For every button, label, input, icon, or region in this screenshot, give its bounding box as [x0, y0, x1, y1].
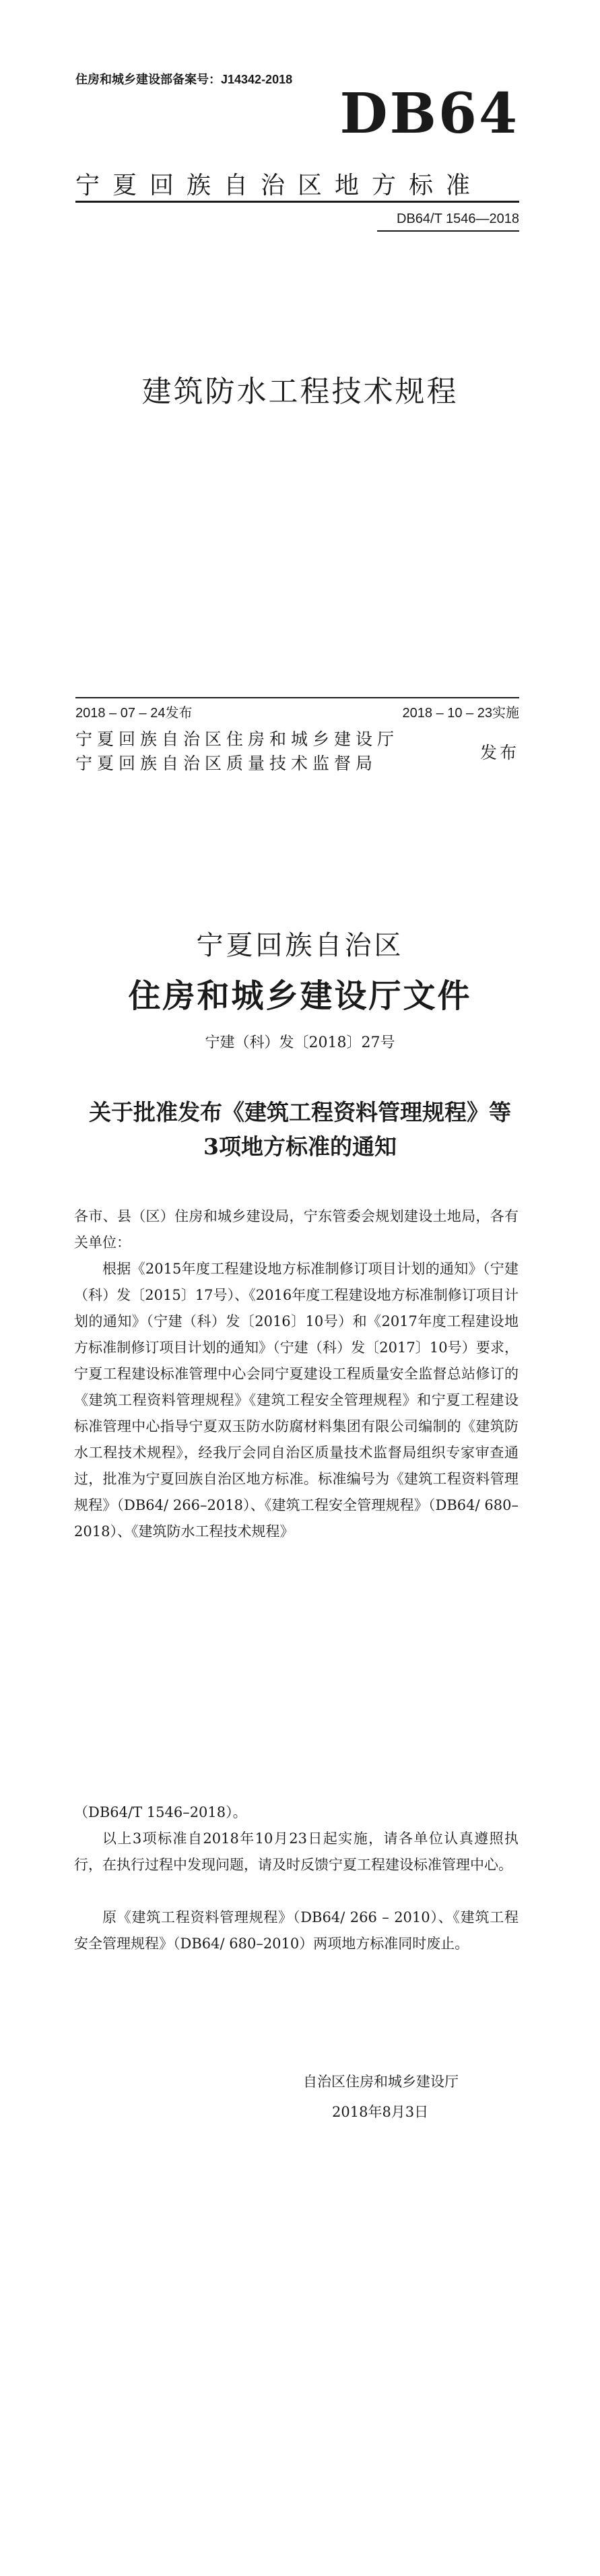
issuer-line-1: 宁夏回族自治区住房和城乡建设厅	[75, 730, 399, 749]
publish-label: 发布	[479, 744, 519, 762]
standard-code: DB64	[339, 81, 519, 146]
body-paragraph-1: 根据《2015年度工程建设地方标准制修订项目计划的通知》（宁建（科）发〔2015〕17号）、《2016年度工程建设地方标准制修订项目计划的通知》（宁建（科）发〔2016〕10号）和《2017年度工程建设地方标准制修订项目计划的通知》（宁建（科）发〔2017〕10号）要求，宁夏工程建设标准管理中心会同宁夏建设工程质量安全监督总站修订的《建筑工程资料管理规程》《建筑工程安全管理规程》和宁夏工程建设标准管理中心指导宁夏双玉防水防腐材料集团有限公司编制的《建筑防水工程技术规程》，经我厅会同自治区质量技术监督局组织专家审查通过，批准为宁夏回族自治区地方标准。标准编号为《建筑工程资料管理规程》（DB64/ 266–2018）、《建筑工程安全管理规程》（DB64/ 680–2018）、《建筑防水工程技术规程》	[74, 1261, 519, 1540]
addressee: 各市、县（区）住房和城乡建设局，宁东管委会规划建设土地局，各有关单位：	[74, 1208, 519, 1251]
issue-date: 2018 – 07 – 24发布	[75, 706, 193, 721]
notice-organization: 住房和城乡建设厅文件	[128, 977, 472, 1015]
standard-type: 宁夏回族自治区地方标准	[75, 171, 484, 199]
issuer-line-2: 宁夏回族自治区质量技术监督局	[75, 754, 378, 773]
body-paragraph-2: 以上3项标准自2018年10月23日起实施，请各单位认真遵照执行，在执行过程中发现问题，请及时反馈宁夏工程建设标准管理中心。	[74, 1830, 519, 1873]
standard-number: DB64/T 1546—2018	[397, 211, 519, 226]
notice-region: 宁夏回族自治区	[196, 930, 404, 961]
header-rule	[75, 201, 519, 203]
implementation-date: 2018 – 10 – 23实施	[402, 706, 519, 721]
body-paragraph-3: 原《建筑工程资料管理规程》（DB64/ 266 – 2010）、《建筑工程安全管理规程》（DB64/ 680–2010）两项地方标准同时废止。	[74, 1909, 519, 1952]
signature-date: 2018年8月3日	[332, 2104, 429, 2120]
body-paragraph-1-continuation: （DB64/T 1546–2018）。	[74, 1804, 247, 1820]
notice-title-line-2: 3项地方标准的通知	[203, 1133, 397, 1160]
footer-rule	[75, 697, 519, 698]
document-reference: 宁建（科）发〔2018〕27号	[205, 1034, 395, 1051]
standard-number-rule	[377, 230, 519, 232]
document-title: 建筑防水工程技术规程	[141, 375, 459, 408]
signature-organization: 自治区住房和城乡建设厅	[303, 2074, 459, 2090]
notice-title-line-1: 关于批准发布《建筑工程资料管理规程》等	[89, 1099, 511, 1125]
record-number: 住房和城乡建设部备案号：J14342-2018	[75, 73, 293, 86]
